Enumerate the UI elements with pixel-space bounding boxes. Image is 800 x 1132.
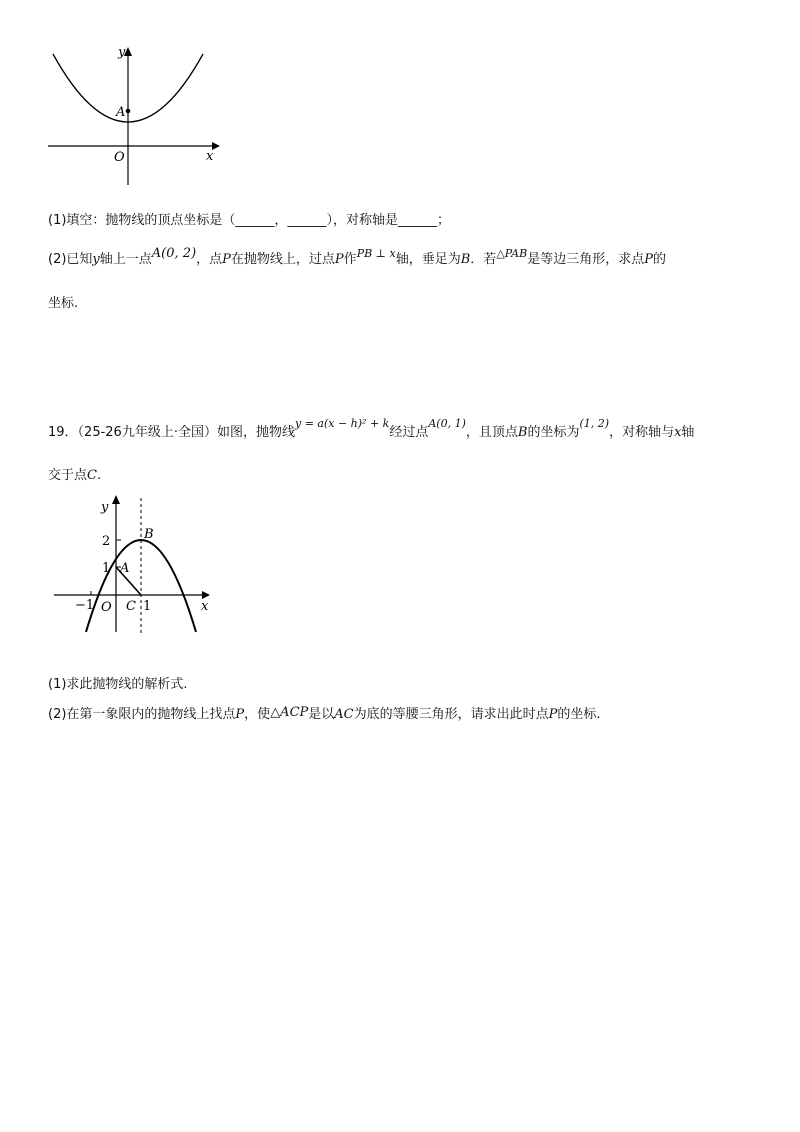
tick-label-2: 2 [102, 534, 111, 549]
point-a-label: A [120, 561, 130, 576]
var-p: P [644, 252, 653, 267]
q18-part2-c: ，点 [196, 252, 223, 267]
q18-part2-e: 作 [343, 252, 357, 267]
pb-perp-x: PB ⊥ x [356, 247, 396, 260]
vertex-coord: (1, 2) [579, 417, 610, 430]
origin-label: O [114, 150, 125, 165]
parabola-equation: y = a(x − h)² + k [294, 417, 390, 430]
x-axis-label: x [206, 149, 214, 164]
q18-part2-i: 的 [652, 252, 666, 267]
var-c: C [87, 468, 97, 483]
var-p: P [235, 707, 245, 722]
q19-stem-line2 [48, 467, 101, 485]
parabola-figure-1 [40, 40, 230, 190]
point-a-coord: A(0, 1) [428, 417, 466, 430]
var-p: P [548, 707, 558, 722]
q19-text-a: 如图，抛物线 [216, 425, 295, 440]
tick-label-x1: 1 [143, 599, 152, 614]
blank-2: ______ [287, 213, 327, 228]
y-axis-arrow [112, 495, 120, 504]
var-y: y [92, 252, 100, 267]
q19-line2-b: . [96, 468, 102, 483]
point-a-coord: A(0, 2) [151, 246, 197, 261]
q19-text-c: ，且顶点 [465, 425, 518, 440]
q18-part1-end: ； [436, 213, 450, 228]
q18-part1-prefix: (1)填空：抛物线的顶点坐标是（ [48, 213, 236, 228]
question-source: （25-26九年级上·全国） [77, 425, 217, 440]
tick-label-1: 1 [102, 561, 111, 576]
blank-3: ______ [397, 213, 437, 228]
triangle-acp: △ACP [270, 705, 309, 720]
point-a-label: A [116, 105, 126, 120]
q18-part1 [48, 212, 450, 230]
x-axis-arrow [202, 591, 210, 599]
q18-part2-line2: 坐标. [48, 296, 79, 311]
var-b: B [460, 252, 471, 267]
point-b-label: B [144, 527, 154, 542]
var-b: B [517, 425, 528, 440]
var-p: P [222, 252, 231, 267]
q19-part2-b: ，使 [244, 707, 271, 722]
y-axis-label: y [118, 45, 126, 60]
comma: ， [274, 213, 288, 228]
x-axis-label: x [201, 599, 209, 614]
q19-stem [48, 417, 695, 442]
parabola-figure-2 [50, 490, 220, 640]
q19-part2-d: 为底的等腰三角形，请求出此时点 [353, 707, 549, 722]
q18-part2-b: 轴上一点 [99, 252, 152, 267]
q19-text-b: 经过点 [389, 425, 429, 440]
q19-line2-a: 交于点 [48, 468, 88, 483]
q19-part2-e: 的坐标. [557, 707, 601, 722]
q18-part2-h: 是等边三角形，求点 [527, 252, 645, 267]
q19-part2 [48, 706, 601, 724]
y-axis-label: y [101, 500, 109, 515]
q19-part2-a: (2)在第一象限内的抛物线上找点 [48, 707, 236, 722]
question-number: 19． [48, 425, 78, 440]
blank-1: ______ [235, 213, 275, 228]
q19-text-f: 轴 [681, 425, 695, 440]
q19-part2-c: 是以 [308, 707, 335, 722]
q18-part2-f: 轴，垂足为 [395, 252, 461, 267]
q18-part2-g: ．若 [470, 252, 497, 267]
q18-part2-a: (2)已知 [48, 252, 93, 267]
var-x: x [674, 425, 682, 440]
q18-part1-mid: ），对称轴是 [326, 213, 398, 228]
tick-label-neg1: −1 [75, 598, 95, 613]
origin-label: O [101, 600, 112, 615]
triangle-pab: △PAB [496, 247, 528, 260]
q18-part2 [48, 246, 666, 269]
q18-part2-d: 在抛物线上，过点 [230, 252, 335, 267]
point-c-label: C [126, 599, 136, 614]
q19-text-d: 的坐标为 [527, 425, 580, 440]
segment-ac-label: AC [334, 707, 354, 722]
q19-part1: (1)求此抛物线的解析式. [48, 677, 188, 692]
var-p: P [334, 252, 344, 267]
point-a [126, 109, 131, 114]
q19-text-e: ，对称轴与 [609, 425, 675, 440]
